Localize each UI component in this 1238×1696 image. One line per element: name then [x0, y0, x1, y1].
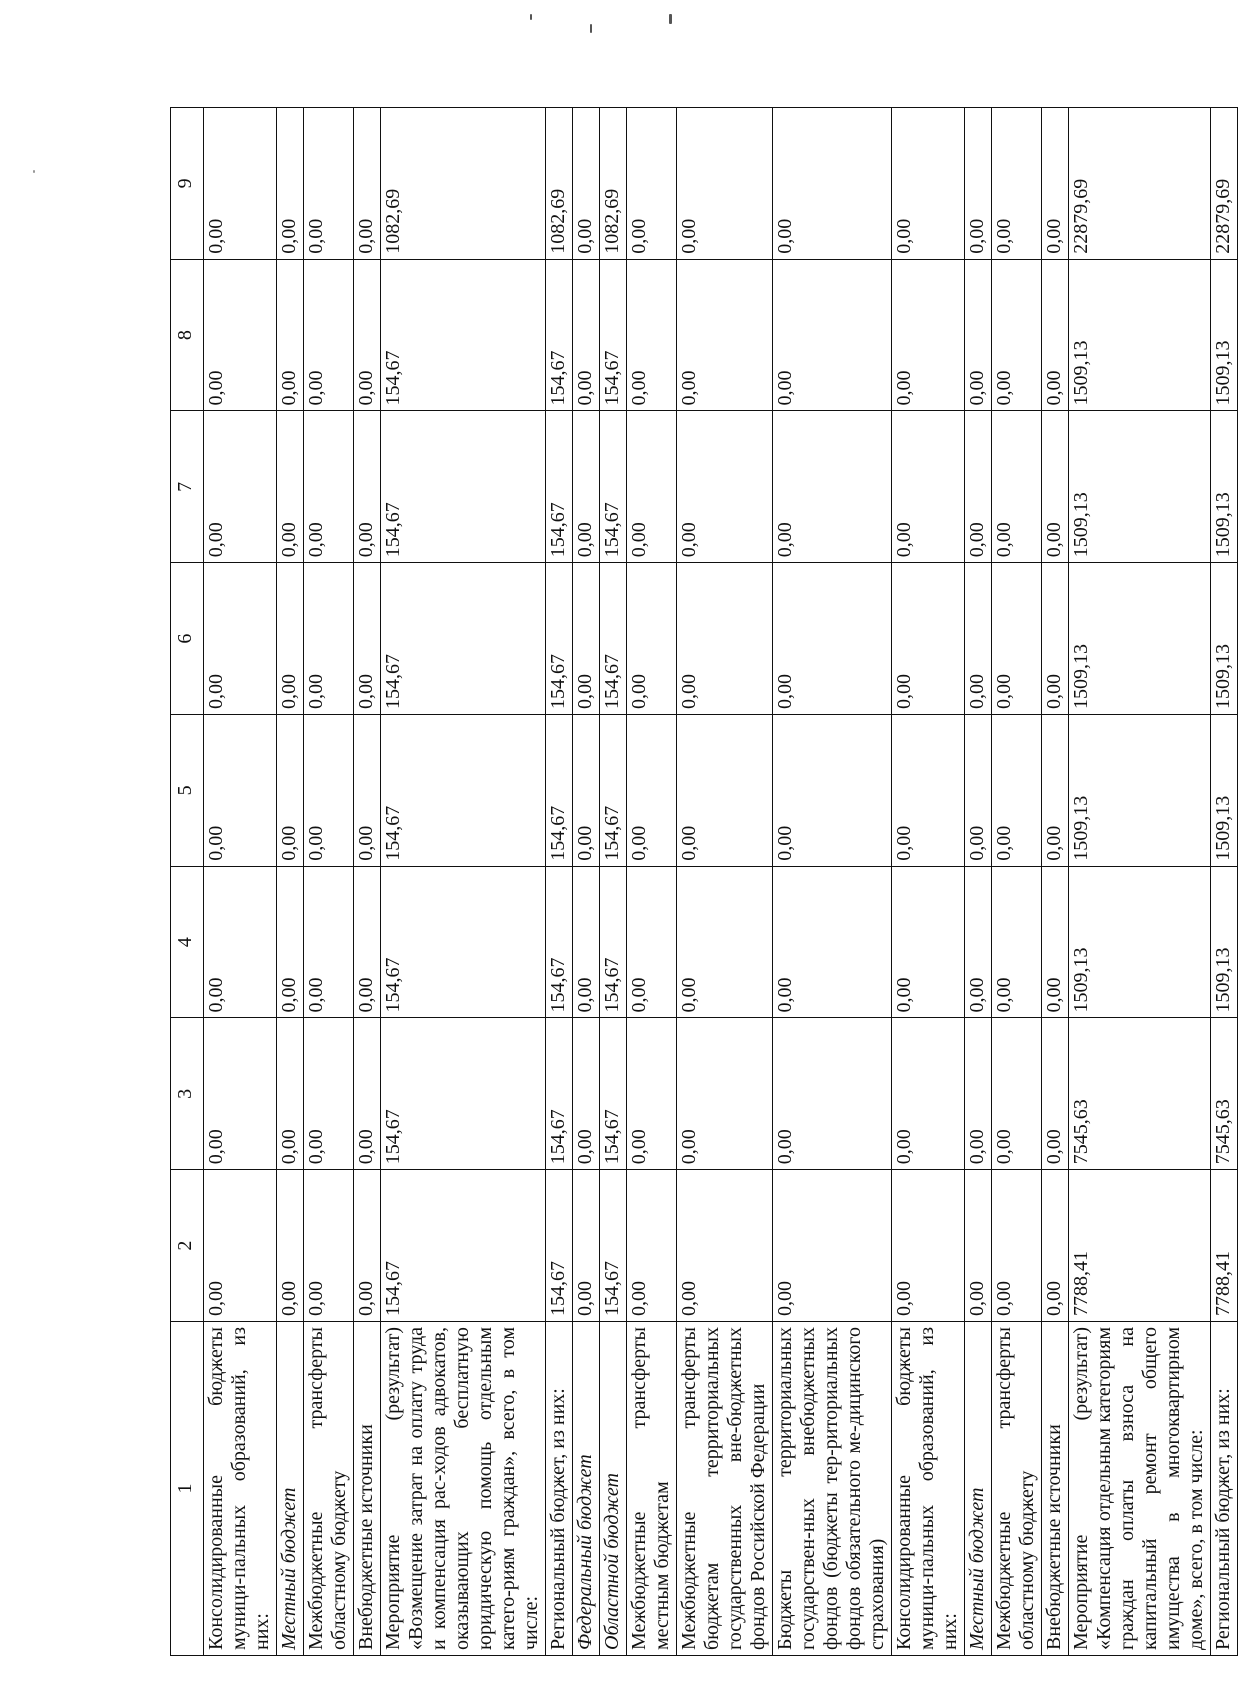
value-cell: 7788,41	[1069, 1170, 1211, 1322]
table-row	[992, 108, 1042, 1656]
value-cell: 0,00	[965, 715, 992, 867]
value-cell: 0,00	[773, 715, 892, 867]
table-row	[600, 108, 627, 1656]
value-cell: 1509,13	[1211, 563, 1238, 715]
value-cell: 0,00	[773, 259, 892, 411]
value-cell: 0,00	[277, 259, 304, 411]
table-header-row	[171, 108, 204, 1656]
value-cell: 1082,69	[381, 108, 546, 260]
value-cell: 154,67	[600, 411, 627, 563]
value-cell: 0,00	[1042, 715, 1069, 867]
value-cell: 0,00	[1042, 1170, 1069, 1322]
value-cell: 0,00	[573, 866, 600, 1018]
value-cell: 0,00	[677, 715, 773, 867]
value-cell: 0,00	[965, 1170, 992, 1322]
value-cell: 0,00	[204, 108, 277, 260]
value-cell: 0,00	[277, 411, 304, 563]
value-cell: 0,00	[627, 1018, 677, 1170]
table-row	[1211, 108, 1238, 1656]
column-header: 9	[171, 108, 204, 260]
value-cell: 0,00	[627, 563, 677, 715]
value-cell: 0,00	[304, 563, 354, 715]
value-cell: 154,67	[600, 563, 627, 715]
value-cell: 154,67	[600, 1018, 627, 1170]
value-cell: 0,00	[204, 563, 277, 715]
value-cell: 154,67	[381, 866, 546, 1018]
value-cell: 0,00	[773, 1018, 892, 1170]
value-cell: 154,67	[381, 715, 546, 867]
value-cell: 0,00	[773, 108, 892, 260]
value-cell: 0,00	[573, 563, 600, 715]
value-cell: 1509,13	[1069, 259, 1211, 411]
value-cell: 0,00	[965, 866, 992, 1018]
row-label: Региональный бюджет, из них:	[1211, 1322, 1238, 1656]
value-cell: 0,00	[627, 866, 677, 1018]
value-cell: 0,00	[1042, 1018, 1069, 1170]
row-label: Бюджеты территориальных государствен-ных внебюджетных фондов (бюджеты тер-риториальных фондов обязательного ме-дицинского страхования)	[773, 1322, 892, 1656]
value-cell: 154,67	[546, 1170, 573, 1322]
value-cell: 0,00	[277, 1018, 304, 1170]
value-cell: 0,00	[277, 563, 304, 715]
value-cell: 22879,69	[1211, 108, 1238, 260]
value-cell: 0,00	[677, 259, 773, 411]
value-cell: 0,00	[354, 563, 381, 715]
value-cell: 0,00	[627, 715, 677, 867]
value-cell: 0,00	[573, 1170, 600, 1322]
row-label: Областной бюджет	[600, 1322, 627, 1656]
value-cell: 7545,63	[1211, 1018, 1238, 1170]
value-cell: 0,00	[304, 715, 354, 867]
value-cell: 0,00	[965, 563, 992, 715]
table-body	[204, 108, 1238, 1656]
value-cell: 154,67	[546, 563, 573, 715]
value-cell: 7788,41	[1211, 1170, 1238, 1322]
value-cell: 0,00	[354, 715, 381, 867]
value-cell: 0,00	[304, 1018, 354, 1170]
value-cell: 0,00	[892, 866, 965, 1018]
value-cell: 0,00	[277, 1170, 304, 1322]
row-label: Мероприятие (результат) «Возмещение затрат на оплату труда и компенсация рас-ходов адвокатов, оказывающих бесплатную юридическую помощь отдельным катего-риям граждан», всего, в том числе:	[381, 1322, 546, 1656]
value-cell: 0,00	[992, 259, 1042, 411]
scan-speck	[590, 24, 592, 33]
value-cell: 0,00	[965, 411, 992, 563]
value-cell: 0,00	[304, 1170, 354, 1322]
value-cell: 22879,69	[1069, 108, 1211, 260]
value-cell: 154,67	[381, 411, 546, 563]
row-label: Федеральный бюджет	[573, 1322, 600, 1656]
value-cell: 0,00	[277, 715, 304, 867]
value-cell: 0,00	[304, 866, 354, 1018]
value-cell: 0,00	[965, 1018, 992, 1170]
value-cell: 0,00	[627, 1170, 677, 1322]
value-cell: 0,00	[204, 1170, 277, 1322]
column-header: 6	[171, 563, 204, 715]
value-cell: 154,67	[546, 715, 573, 867]
value-cell: 1509,13	[1211, 715, 1238, 867]
row-label: Мероприятие (результат) «Компенсация отдельным категориям граждан оплаты взноса на капитальный ремонт общего имущества в многоквартирном доме», всего, в том числе:	[1069, 1322, 1211, 1656]
value-cell: 0,00	[1042, 411, 1069, 563]
rotated-page	[170, 108, 1234, 1656]
value-cell: 0,00	[204, 259, 277, 411]
value-cell: 0,00	[773, 411, 892, 563]
value-cell: 0,00	[892, 715, 965, 867]
value-cell: 154,67	[600, 715, 627, 867]
value-cell: 0,00	[354, 1018, 381, 1170]
value-cell: 0,00	[992, 411, 1042, 563]
value-cell: 154,67	[546, 1018, 573, 1170]
scan-speck	[33, 170, 35, 173]
row-label: Внебюджетные источники	[354, 1322, 381, 1656]
table-row	[627, 108, 677, 1656]
row-label: Местный бюджет	[277, 1322, 304, 1656]
value-cell: 0,00	[354, 411, 381, 563]
table-row	[573, 108, 600, 1656]
value-cell: 0,00	[892, 1018, 965, 1170]
value-cell: 0,00	[773, 563, 892, 715]
value-cell: 0,00	[677, 866, 773, 1018]
row-label: Межбюджетные трансферты областному бюджету	[992, 1322, 1042, 1656]
value-cell: 154,67	[600, 866, 627, 1018]
row-label: Местный бюджет	[965, 1322, 992, 1656]
scan-speck	[530, 14, 532, 20]
value-cell: 0,00	[277, 108, 304, 260]
column-header: 4	[171, 866, 204, 1018]
table-row	[277, 108, 304, 1656]
value-cell: 0,00	[304, 108, 354, 260]
value-cell: 0,00	[354, 259, 381, 411]
value-cell: 0,00	[677, 563, 773, 715]
value-cell: 0,00	[892, 1170, 965, 1322]
value-cell: 0,00	[204, 715, 277, 867]
value-cell: 1509,13	[1211, 411, 1238, 563]
row-label: Межбюджетные трансферты бюджетам территориальных государственных вне-бюджетных фондов Российской Федерации	[677, 1322, 773, 1656]
value-cell: 154,67	[600, 259, 627, 411]
table-row	[677, 108, 773, 1656]
column-header: 2	[171, 1170, 204, 1322]
value-cell: 154,67	[546, 411, 573, 563]
value-cell: 0,00	[992, 563, 1042, 715]
table-row	[965, 108, 992, 1656]
value-cell: 0,00	[677, 411, 773, 563]
row-label: Межбюджетные трансферты областному бюджету	[304, 1322, 354, 1656]
value-cell: 7545,63	[1069, 1018, 1211, 1170]
value-cell: 1509,13	[1211, 866, 1238, 1018]
value-cell: 0,00	[627, 108, 677, 260]
table-row	[892, 108, 965, 1656]
row-label: Консолидированные бюджеты муници-пальных образований, из них:	[204, 1322, 277, 1656]
row-label: Внебюджетные источники	[1042, 1322, 1069, 1656]
value-cell: 1082,69	[546, 108, 573, 260]
value-cell: 154,67	[600, 1170, 627, 1322]
value-cell: 0,00	[204, 1018, 277, 1170]
value-cell: 0,00	[627, 259, 677, 411]
value-cell: 0,00	[773, 1170, 892, 1322]
column-header: 3	[171, 1018, 204, 1170]
value-cell: 0,00	[573, 259, 600, 411]
column-header: 8	[171, 259, 204, 411]
value-cell: 0,00	[892, 411, 965, 563]
table-row	[354, 108, 381, 1656]
value-cell: 1509,13	[1069, 715, 1211, 867]
budget-table	[170, 107, 1238, 1656]
column-header: 1	[171, 1322, 204, 1656]
value-cell: 154,67	[381, 563, 546, 715]
value-cell: 1082,69	[600, 108, 627, 260]
table-row	[1069, 108, 1211, 1656]
value-cell: 0,00	[773, 866, 892, 1018]
value-cell: 0,00	[573, 411, 600, 563]
value-cell: 0,00	[354, 1170, 381, 1322]
value-cell: 1509,13	[1211, 259, 1238, 411]
value-cell: 0,00	[892, 259, 965, 411]
value-cell: 154,67	[546, 866, 573, 1018]
table-row	[304, 108, 354, 1656]
table-row	[381, 108, 546, 1656]
value-cell: 154,67	[381, 259, 546, 411]
row-label: Региональный бюджет, из них:	[546, 1322, 573, 1656]
value-cell: 0,00	[677, 108, 773, 260]
value-cell: 0,00	[992, 108, 1042, 260]
column-header: 7	[171, 411, 204, 563]
value-cell: 0,00	[677, 1170, 773, 1322]
value-cell: 0,00	[304, 259, 354, 411]
value-cell: 0,00	[573, 1018, 600, 1170]
value-cell: 0,00	[1042, 259, 1069, 411]
table-row	[204, 108, 277, 1656]
value-cell: 0,00	[892, 563, 965, 715]
row-label: Межбюджетные трансферты местным бюджетам	[627, 1322, 677, 1656]
value-cell: 0,00	[354, 108, 381, 260]
value-cell: 0,00	[1042, 866, 1069, 1018]
table-row	[546, 108, 573, 1656]
value-cell: 154,67	[381, 1170, 546, 1322]
column-header: 5	[171, 715, 204, 867]
scan-speck	[669, 14, 672, 24]
value-cell: 0,00	[1042, 108, 1069, 260]
table-row	[1042, 108, 1069, 1656]
value-cell: 0,00	[204, 866, 277, 1018]
value-cell: 0,00	[992, 866, 1042, 1018]
value-cell: 0,00	[892, 108, 965, 260]
value-cell: 0,00	[277, 866, 304, 1018]
value-cell: 0,00	[992, 715, 1042, 867]
row-label: Консолидированные бюджеты муници-пальных образований, из них:	[892, 1322, 965, 1656]
value-cell: 0,00	[992, 1170, 1042, 1322]
value-cell: 0,00	[965, 108, 992, 260]
value-cell: 154,67	[546, 259, 573, 411]
value-cell: 1509,13	[1069, 411, 1211, 563]
table-row	[773, 108, 892, 1656]
value-cell: 0,00	[965, 259, 992, 411]
value-cell: 0,00	[204, 411, 277, 563]
value-cell: 1509,13	[1069, 866, 1211, 1018]
value-cell: 0,00	[573, 715, 600, 867]
value-cell: 0,00	[354, 866, 381, 1018]
value-cell: 0,00	[304, 411, 354, 563]
value-cell: 0,00	[1042, 563, 1069, 715]
value-cell: 1509,13	[1069, 563, 1211, 715]
value-cell: 0,00	[573, 108, 600, 260]
value-cell: 154,67	[381, 1018, 546, 1170]
value-cell: 0,00	[677, 1018, 773, 1170]
value-cell: 0,00	[627, 411, 677, 563]
value-cell: 0,00	[992, 1018, 1042, 1170]
